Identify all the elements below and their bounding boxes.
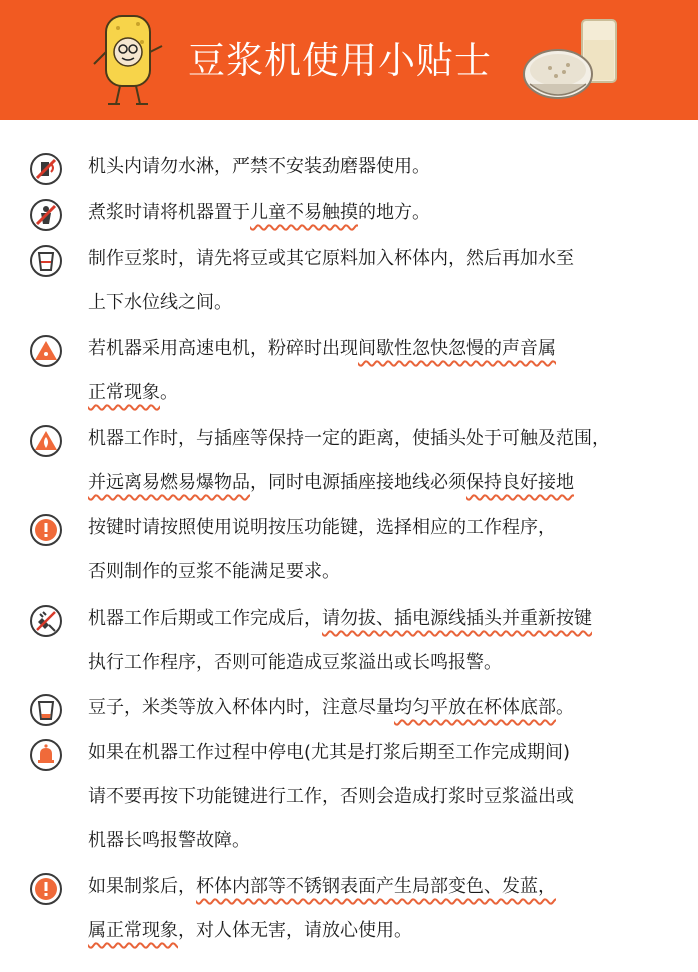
- tip-line: 如果制浆后，杯体内部等不锈钢表面产生局部变色、发蓝，: [88, 876, 556, 897]
- tip-line: 上下水位线之间。: [88, 292, 232, 313]
- tip-3: [88, 245, 574, 316]
- tip-line: 机器长鸣报警故障。: [88, 830, 250, 851]
- tip-9: [88, 739, 574, 854]
- tip-line: 正常现象。: [88, 382, 178, 403]
- exclamation-icon: [29, 872, 63, 906]
- tip-line: 执行工作程序，否则可能造成豆浆溢出或长鸣报警。: [88, 652, 502, 673]
- tip-line: 机器工作后期或工作完成后，请勿拔、插电源线插头并重新按键: [88, 608, 592, 629]
- radiation-warning-icon: [29, 334, 63, 368]
- tip-1: [88, 153, 430, 180]
- cup-bottom-icon: [29, 693, 63, 727]
- alarm-bell-icon: [29, 738, 63, 772]
- water-level-cup-icon: [29, 244, 63, 278]
- tip-line: 按键时请按照使用说明按压功能键，选择相应的工作程序，: [88, 517, 556, 538]
- tip-7: [88, 605, 592, 676]
- tip-4: [88, 335, 556, 406]
- page-title: 豆浆机使用小贴士: [188, 39, 492, 82]
- tip-2: [88, 199, 430, 226]
- fire-warning-icon: [29, 424, 63, 458]
- porridge-and-soymilk-icon: [520, 10, 632, 110]
- no-unplug-icon: [29, 604, 63, 638]
- tip-6: [88, 514, 556, 585]
- tip-line: 机头内请勿水淋，严禁不安装劲磨器使用。: [88, 156, 430, 177]
- tip-line: 若机器采用高速电机，粉碎时出现间歇性忽快忽慢的声音属: [88, 338, 556, 359]
- no-children-icon: [29, 198, 63, 232]
- tip-line: 请不要再按下功能键进行工作，否则会造成打浆时豆浆溢出或: [88, 786, 574, 807]
- no-water-icon: [29, 152, 63, 186]
- tip-line: 如果在机器工作过程中停电(尤其是打浆后期至工作完成期间): [88, 742, 571, 763]
- header-banner: [0, 0, 698, 120]
- tip-line: 制作豆浆时，请先将豆或其它原料加入杯体内，然后再加水至: [88, 248, 574, 269]
- tip-line: 煮浆时请将机器置于儿童不易触摸的地方。: [88, 202, 430, 223]
- tip-5: [88, 425, 610, 496]
- tip-10: [88, 873, 556, 944]
- soybean-mascot-icon: [88, 12, 168, 110]
- exclamation-icon: [29, 513, 63, 547]
- tip-line: 并远离易燃易爆物品，同时电源插座接地线必须保持良好接地: [88, 472, 574, 493]
- tip-line: 机器工作时，与插座等保持一定的距离，使插头处于可触及范围，: [88, 428, 610, 449]
- tip-line: 否则制作的豆浆不能满足要求。: [88, 561, 340, 582]
- tip-8: [88, 694, 574, 721]
- tip-line: 属正常现象，对人体无害，请放心使用。: [88, 920, 412, 941]
- tip-line: 豆子，米类等放入杯体内时，注意尽量均匀平放在杯体底部。: [88, 697, 574, 718]
